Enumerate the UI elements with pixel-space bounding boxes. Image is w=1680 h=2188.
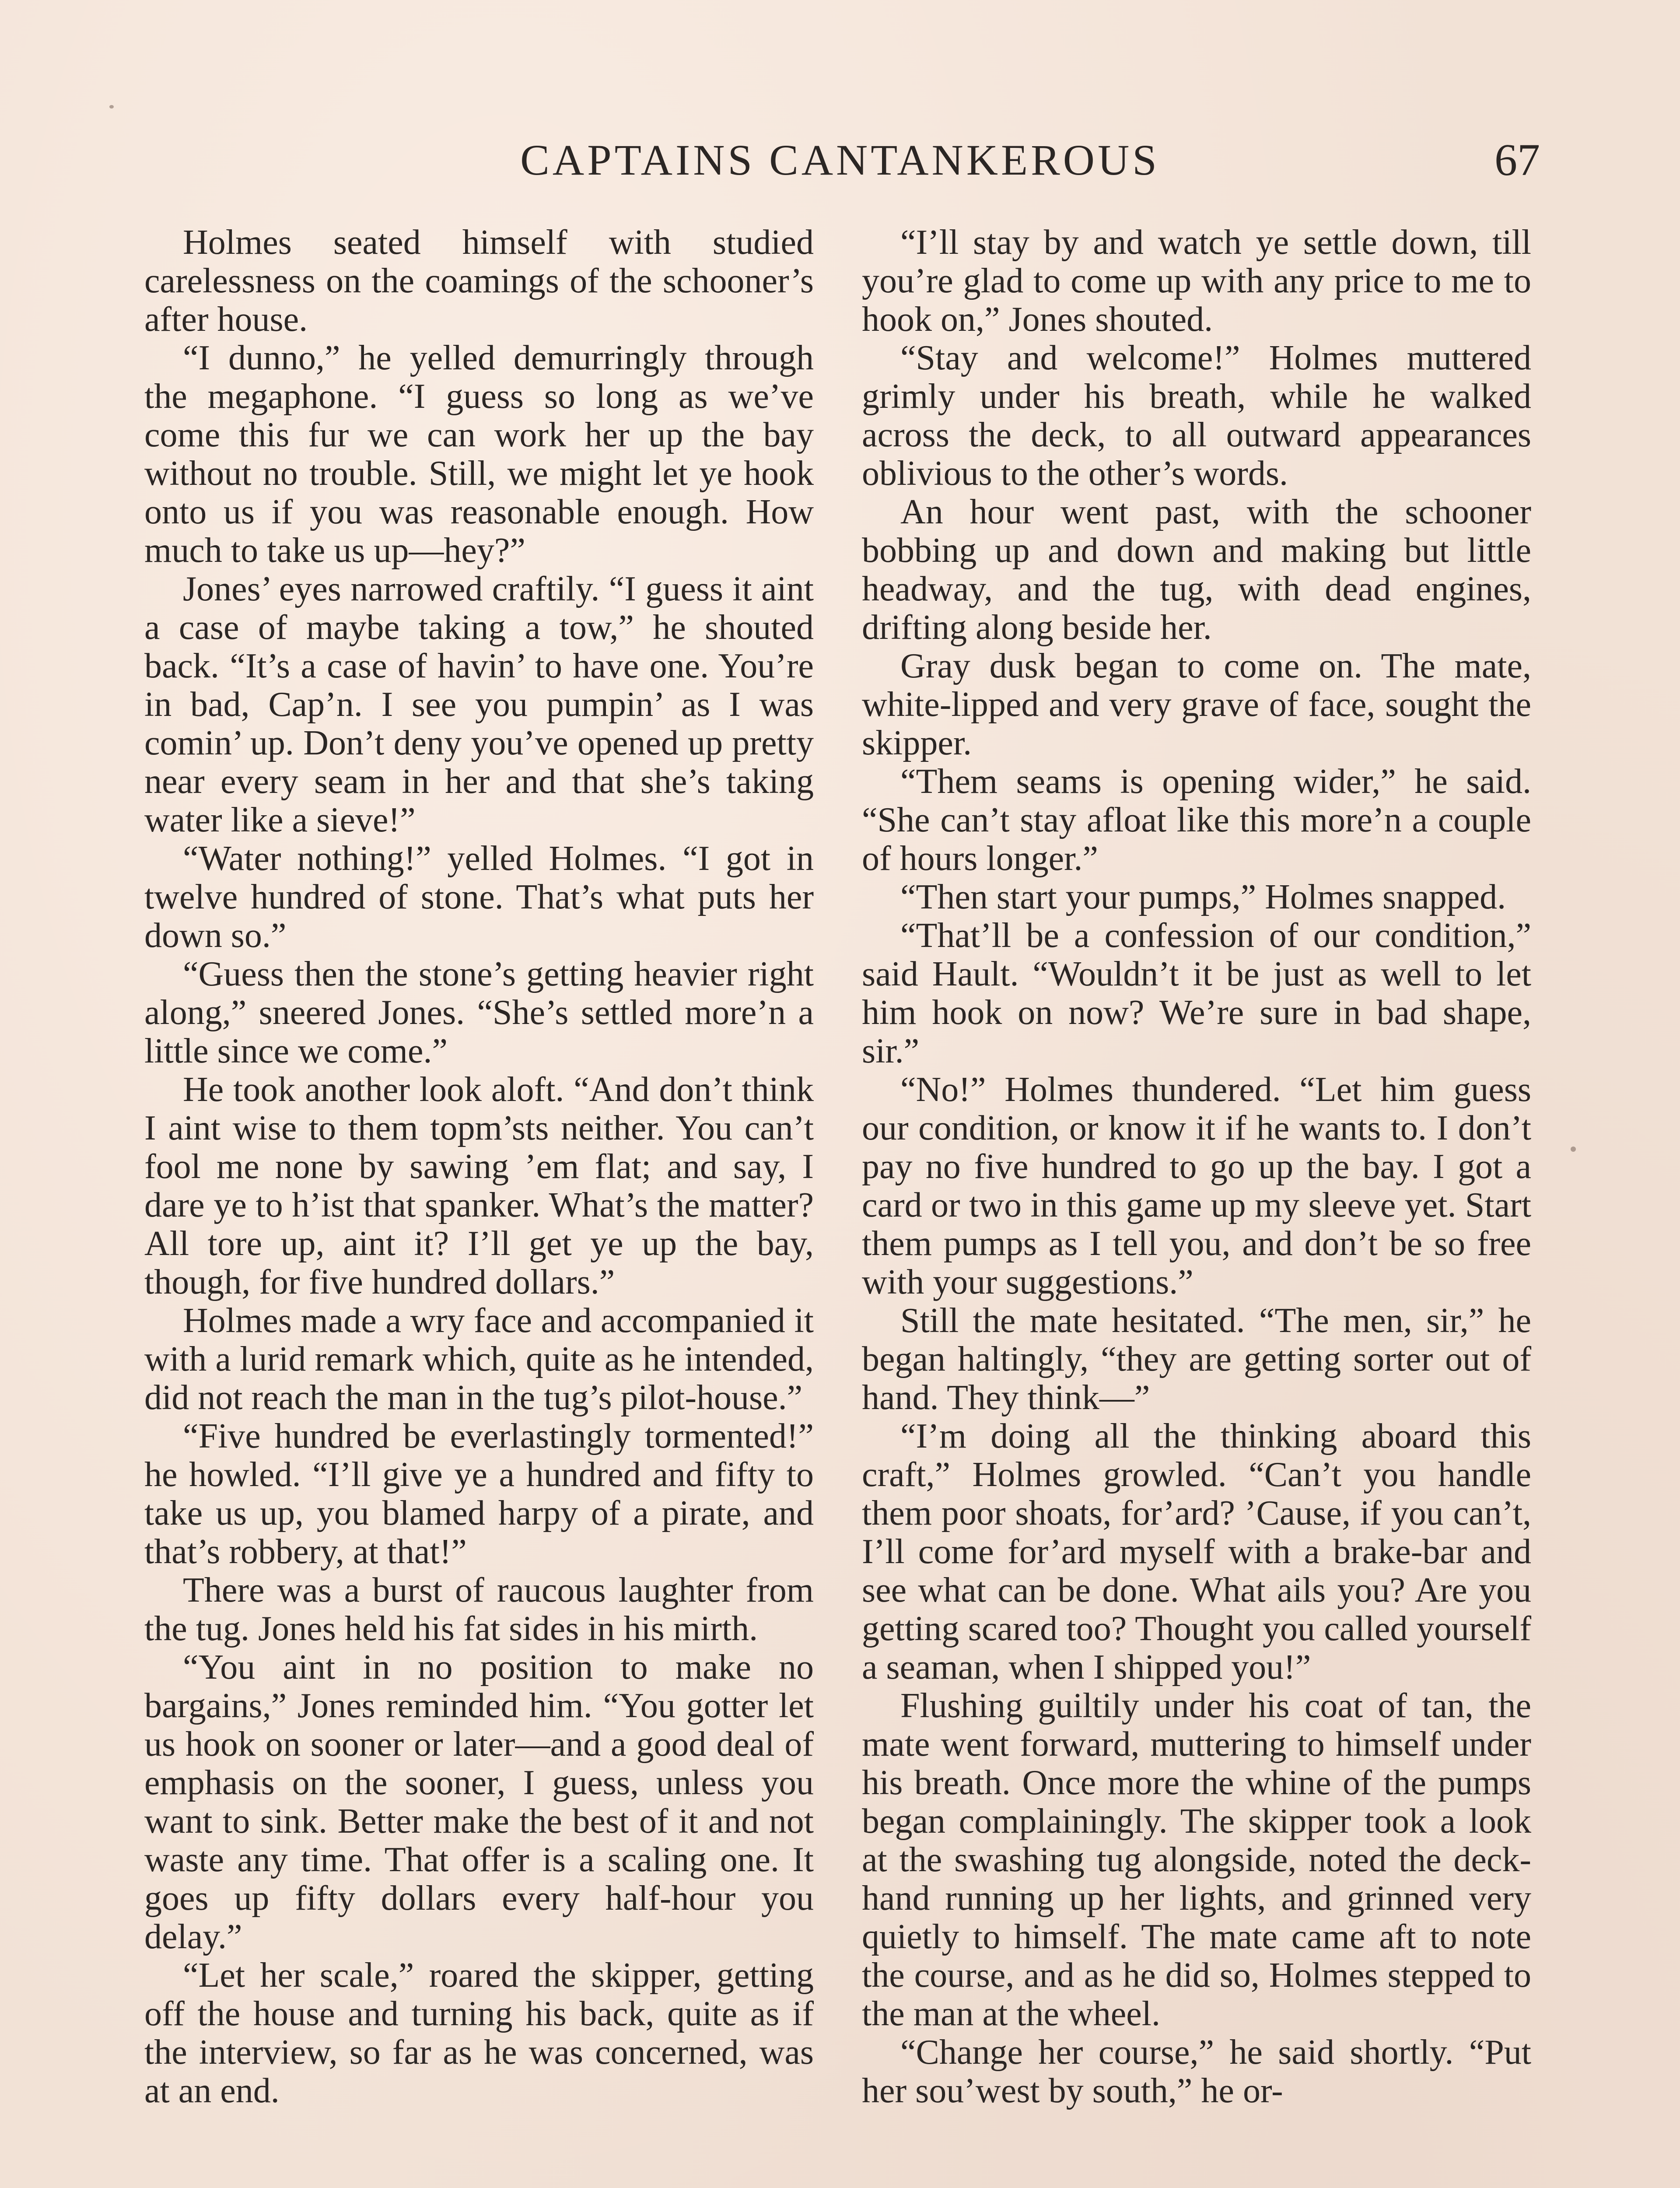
paragraph: Holmes seated himself with studied carelessness on the coamings of the schooner’s after house. bbox=[144, 223, 814, 339]
paragraph: Flushing guiltily under his coat of tan, the mate went forward, muttering to himself under his breath. Once more the whine of the pumps began complainingly. The skipper took a look at the swashing tug alongside, noted the deck-hand running up her lights, and grinned very quietly to himself. The mate came aft to note the course, and as he did so, Holmes stepped to the man at the wheel. bbox=[862, 1687, 1531, 2033]
paragraph: Gray dusk began to come on. The mate, white-lipped and very grave of face, sought the skipper. bbox=[862, 647, 1531, 762]
paper-speck bbox=[109, 105, 114, 109]
text-column-left bbox=[144, 223, 814, 2110]
paragraph: “That’ll be a confession of our condition,” said Hault. “Wouldn’t it be just as well to let him hook on now? We’re sure in bad shape, sir.” bbox=[862, 916, 1531, 1070]
paragraph: There was a burst of raucous laughter from the tug. Jones held his fat sides in his mirth. bbox=[144, 1571, 814, 1648]
paragraph: Holmes made a wry face and accompanied it with a lurid remark which, quite as he intended, did not reach the man in the tug’s pilot-house.” bbox=[144, 1301, 814, 1417]
page-number: 67 bbox=[1494, 135, 1540, 185]
paragraph: “No!” Holmes thundered. “Let him guess our condition, or know it if he wants to. I don’t pay no five hundred to go up the bay. I got a card or two in this game up my sleeve yet. Start them pumps as I tell you, and don’t be so free with your suggestions.” bbox=[862, 1070, 1531, 1301]
paragraph: He took another look aloft. “And don’t think I aint wise to them topm’sts neither. You can’t fool me none by sawing ’em flat; and say, I dare ye to h’ist that spanker. What’s the matter? All tore up, aint it? I’ll get ye up the bay, though, for five hundred dollars.” bbox=[144, 1070, 814, 1301]
paragraph: “Them seams is opening wider,” he said. “She can’t stay afloat like this more’n a couple of hours longer.” bbox=[862, 762, 1531, 878]
paragraph: An hour went past, with the schooner bobbing up and down and making but little headway, and the tug, with dead engines, drifting along beside her. bbox=[862, 493, 1531, 647]
paragraph: Jones’ eyes narrowed craftily. “I guess it aint a case of maybe taking a tow,” he shouted back. “It’s a case of havin’ to have one. You’re in bad, Cap’n. I see you pumpin’ as I was comin’ up. Don’t deny you’ve opened up pretty near every seam in her and that she’s taking water like a sieve!” bbox=[144, 570, 814, 839]
paper-speck bbox=[1571, 1147, 1576, 1152]
text-column-right bbox=[862, 223, 1531, 2110]
paragraph: “Stay and welcome!” Holmes muttered grimly under his breath, while he walked across the deck, to all outward appearances oblivious to the other’s words. bbox=[862, 339, 1531, 493]
paragraph: “Guess then the stone’s getting heavier right along,” sneered Jones. “She’s settled more’n a little since we come.” bbox=[144, 955, 814, 1070]
paragraph: “Let her scale,” roared the skipper, getting off the house and turning his back, quite as if the interview, so far as he was concerned, was at an end. bbox=[144, 1956, 814, 2110]
paragraph: “I’m doing all the thinking aboard this craft,” Holmes growled. “Can’t you handle them poor shoats, for’ard? ’Cause, if you can’t, I’ll come for’ard myself with a brake-bar and see what can be done. What ails you? Are you getting scared too? Thought you called yourself a seaman, when I shipped you!” bbox=[862, 1417, 1531, 1687]
paragraph: “Five hundred be everlastingly tormented!” he howled. “I’ll give ye a hundred and fifty to take us up, you blamed harpy of a pirate, and that’s robbery, at that!” bbox=[144, 1417, 814, 1571]
paragraph: Still the mate hesitated. “The men, sir,” he began haltingly, “they are getting sorter out of hand. They think—” bbox=[862, 1301, 1531, 1417]
paragraph: “You aint in no position to make no bargains,” Jones reminded him. “You gotter let us hook on sooner or later—and a good deal of emphasis on the sooner, I guess, unless you want to sink. Better make the best of it and not waste any time. That offer is a scaling one. It goes up fifty dollars every half-hour you delay.” bbox=[144, 1648, 814, 1956]
page-header bbox=[140, 127, 1540, 193]
paragraph: “I’ll stay by and watch ye settle down, till you’re glad to come up with any price to me to hook on,” Jones shouted. bbox=[862, 223, 1531, 339]
paragraph: “Change her course,” he said shortly. “Put her sou’west by south,” he or- bbox=[862, 2033, 1531, 2110]
paragraph: “Then start your pumps,” Holmes snapped. bbox=[900, 878, 1506, 916]
paragraph: “I dunno,” he yelled demurringly through the megaphone. “I guess so long as we’ve come this fur we can work her up the bay without no trouble. Still, we might let ye hook onto us if you was reasonable enough. How much to take us up—hey?” bbox=[144, 339, 814, 570]
paragraph: “Water nothing!” yelled Holmes. “I got in twelve hundred of stone. That’s what puts her down so.” bbox=[144, 839, 814, 955]
running-title: CAPTAINS CANTANKEROUS bbox=[520, 136, 1160, 184]
